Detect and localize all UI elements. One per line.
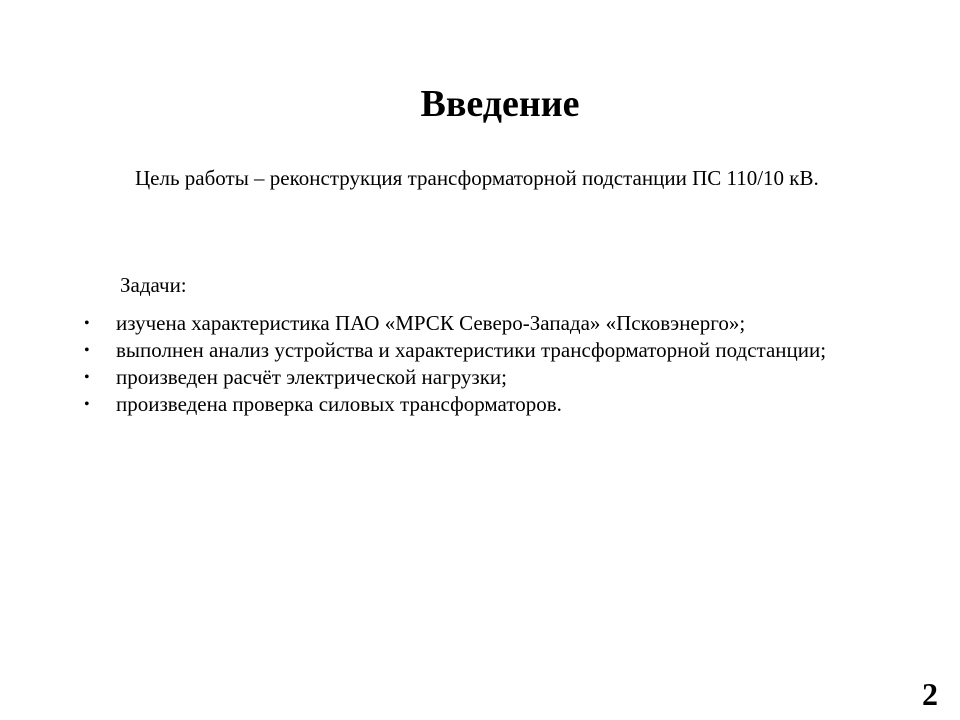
bullet-icon: • — [84, 396, 90, 413]
bullet-icon: • — [84, 342, 90, 359]
bullet-icon: • — [84, 369, 90, 386]
slide-title: Введение — [420, 83, 580, 125]
task-text: изучена характеристика ПАО «МРСК Северо-Запада» «Псковэнерго»; — [116, 311, 746, 335]
task-item — [80, 310, 880, 337]
bullet-icon: • — [84, 315, 90, 332]
task-item — [80, 364, 880, 391]
task-item — [80, 391, 880, 418]
task-text: выполнен анализ устройства и характеристики трансформаторной подстанции; — [116, 338, 827, 362]
task-text: произведен расчёт электрической нагрузки; — [116, 365, 507, 389]
task-list — [80, 310, 880, 418]
tasks-heading: Задачи: — [120, 273, 187, 297]
task-text: произведена проверка силовых трансформаторов. — [116, 392, 562, 416]
task-item — [80, 337, 880, 364]
page-number: 2 — [922, 676, 938, 712]
goal-text: Цель работы – реконструкция трансформаторной подстанции ПС 110/10 кВ. — [135, 166, 819, 190]
